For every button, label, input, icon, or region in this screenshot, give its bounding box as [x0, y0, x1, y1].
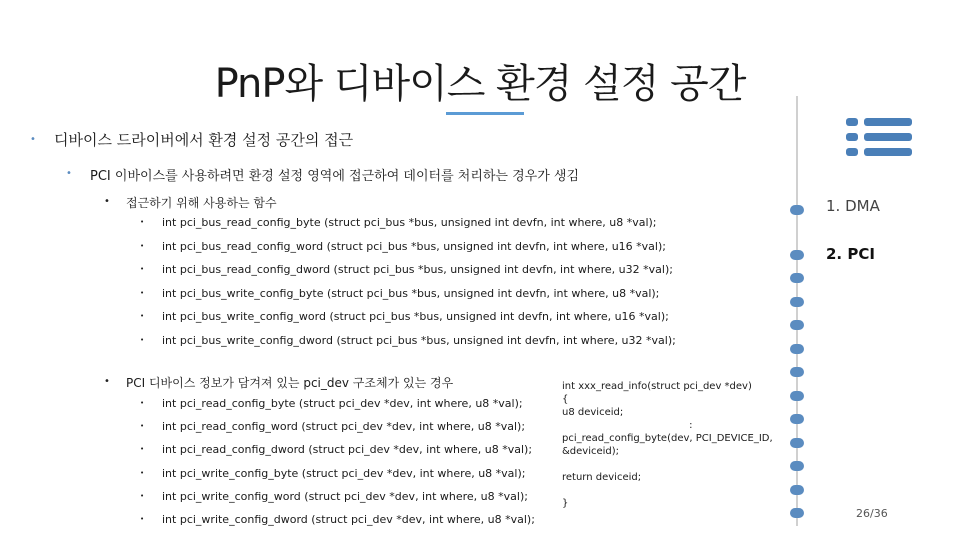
- section1-heading: 접근하기 위해 사용하는 함수: [126, 196, 277, 210]
- nav-dot[interactable]: [790, 297, 804, 307]
- function-item: int pci_write_config_byte (struct pci_dev *dev, int where, u8 *val);: [162, 466, 526, 480]
- nav-dot[interactable]: [790, 461, 804, 471]
- nav-dot[interactable]: [790, 414, 804, 424]
- bullet-dot: •: [30, 134, 36, 145]
- code-line: pci_read_config_byte(dev, PCI_DEVICE_ID,: [562, 433, 773, 444]
- function-item: int pci_write_config_dword (struct pci_dev *dev, int where, u8 *val);: [162, 513, 535, 526]
- code-line: :: [562, 420, 693, 431]
- code-line: &deviceid);: [562, 446, 620, 457]
- bullet-dot: •: [140, 515, 145, 523]
- bullet-dot: •: [140, 241, 145, 250]
- bullet-dot: •: [140, 312, 145, 321]
- bullet-dot: •: [140, 422, 145, 431]
- title-underline: [446, 112, 524, 115]
- nav-dot[interactable]: [790, 508, 804, 518]
- nav-item-dma[interactable]: 1. DMA: [826, 197, 880, 215]
- bullet-dot: •: [140, 336, 145, 344]
- level1-bullet: 디바이스 드라이버에서 환경 설정 공간의 접근: [54, 131, 354, 149]
- function-item: int pci_bus_write_config_word (struct pci_bus *bus, unsigned int devfn, int where, u16 *val);: [162, 310, 669, 324]
- list-icon: [846, 118, 912, 158]
- page-number: 26/36: [856, 507, 888, 520]
- code-line: int xxx_read_info(struct pci_dev *dev): [562, 381, 752, 392]
- nav-item-pci[interactable]: 2. PCI: [826, 245, 875, 263]
- bullet-dot: •: [140, 468, 145, 477]
- nav-dot[interactable]: [790, 250, 804, 260]
- code-line: {: [562, 394, 569, 405]
- bullet-dot: •: [140, 288, 145, 297]
- function-item: int pci_read_config_word (struct pci_dev *dev, int where, u8 *val);: [162, 420, 526, 434]
- nav-dot[interactable]: [790, 367, 804, 377]
- slide-title: PnP와 디바이스 환경 설정 공간: [214, 61, 746, 107]
- bullet-dot: •: [104, 196, 110, 207]
- section2-heading: PCI 디바이스 정보가 담겨져 있는 pci_dev 구조체가 있는 경우: [126, 376, 454, 390]
- code-line: [562, 484, 773, 497]
- bullet-dot: •: [140, 218, 145, 226]
- code-example: [562, 380, 773, 510]
- function-item: int pci_bus_write_config_byte (struct pci_bus *bus, unsigned int devfn, int where, u8 *val);: [162, 286, 660, 300]
- code-line: u8 deviceid;: [562, 407, 624, 418]
- function-item: int pci_bus_read_config_dword (struct pci_bus *bus, unsigned int devfn, int where, u32 *val);: [162, 263, 673, 277]
- function-item: int pci_bus_read_config_word (struct pci_bus *bus, unsigned int devfn, int where, u16 *val);: [162, 239, 666, 253]
- bullet-dot: •: [140, 491, 145, 500]
- function-item: int pci_bus_read_config_byte (struct pci_bus *bus, unsigned int devfn, int where, u8 *val);: [162, 216, 657, 229]
- function-item: int pci_write_config_word (struct pci_dev *dev, int where, u8 *val);: [162, 489, 528, 503]
- bullet-dot: •: [104, 376, 110, 387]
- bullet-dot: •: [140, 265, 145, 274]
- function-item: int pci_read_config_dword (struct pci_dev *dev, int where, u8 *val);: [162, 443, 533, 457]
- nav-dot[interactable]: [790, 273, 804, 283]
- nav-dot[interactable]: [790, 485, 804, 495]
- code-line: }: [562, 498, 569, 509]
- bullet-dot: •: [140, 399, 145, 407]
- nav-dot[interactable]: [790, 344, 804, 354]
- nav-dot[interactable]: [790, 320, 804, 330]
- code-line: return deviceid;: [562, 472, 642, 483]
- code-line: [562, 458, 773, 471]
- function-item: int pci_read_config_byte (struct pci_dev *dev, int where, u8 *val);: [162, 397, 523, 410]
- nav-dot[interactable]: [790, 205, 804, 215]
- bullet-dot: •: [66, 168, 72, 179]
- nav-dot[interactable]: [790, 391, 804, 401]
- function-item: int pci_bus_write_config_dword (struct pci_bus *bus, unsigned int devfn, int where, u32 *val);: [162, 334, 676, 347]
- bullet-dot: •: [140, 445, 145, 454]
- level2-bullet: PCI 이바이스를 사용하려면 환경 설정 영역에 접근하여 데이터를 처리하는 경우가 생김: [90, 169, 580, 184]
- nav-dot[interactable]: [790, 438, 804, 448]
